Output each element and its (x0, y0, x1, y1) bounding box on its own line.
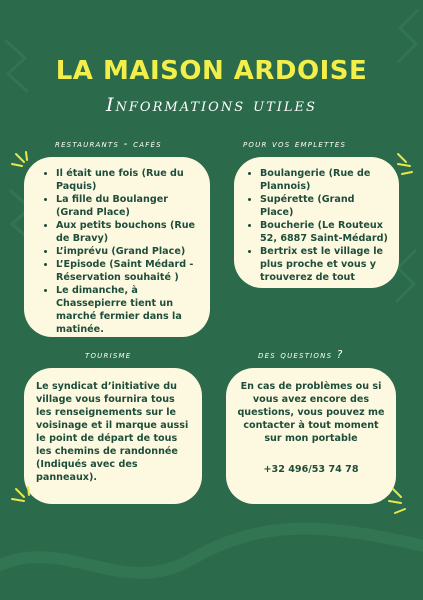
tourisme-text: Le syndicat d’initiative du village vous fournira tous les renseignements sur le voisinage et il marque aussi le point de départ de tous les chemins de randonnée (Indiqués avec des panneaux). (36, 381, 189, 483)
phone-number: +32 496/53 74 78 (263, 464, 359, 475)
page-title: LA MAISON ARDOISE (55, 56, 368, 86)
list-item: • Boucherie (Le Routeux 52, 6887 Saint-Médard) (260, 219, 389, 245)
questions-text: En cas de problèmes ou si vous avez encore des questions, vous pouvez me contacter à tout moment sur mon portable (237, 381, 385, 444)
list-item: • Le dimanche, à Chassepierre tient un marché fermier dans la matinée. (56, 284, 200, 336)
sparks-decoration-mid-right (392, 150, 420, 180)
list-item: • L’Episode (Saint Médard - Réservation souhaité ) (56, 258, 200, 284)
restaurants-list (42, 167, 200, 336)
background-wave-bottom (0, 510, 423, 600)
list-item: • Aux petits bouchons (Rue de Bravy) (56, 219, 200, 245)
list-item: • L’imprévu (Grand Place) (56, 245, 200, 258)
section-title-restaurants: restaurants - cafés (55, 138, 162, 150)
list-item: • Supérette (Grand Place) (260, 193, 389, 219)
section-title-emplettes: pour vos emplettes (243, 138, 347, 150)
page-subtitle: Informations utiles (106, 94, 317, 116)
section-title-tourisme: tourisme (85, 349, 132, 361)
section-title-questions: des questions ? (258, 349, 344, 361)
list-item: • Boulangerie (Rue de Plannois) (260, 167, 389, 193)
list-item: • La fille du Boulanger (Grand Place) (56, 193, 200, 219)
card-restaurants (24, 157, 210, 337)
card-tourisme (24, 368, 202, 504)
list-item: • Bertrix est le village le plus proche et vous y trouverez de tout (260, 245, 389, 284)
sparks-decoration-top-left (8, 150, 38, 180)
card-emplettes (234, 157, 399, 288)
sparks-decoration-bottom-right (385, 485, 415, 520)
card-questions (226, 368, 396, 504)
sparks-decoration-bottom-left (6, 485, 36, 515)
list-item: • Il était une fois (Rue du Paquis) (56, 167, 200, 193)
emplettes-list (246, 167, 389, 284)
